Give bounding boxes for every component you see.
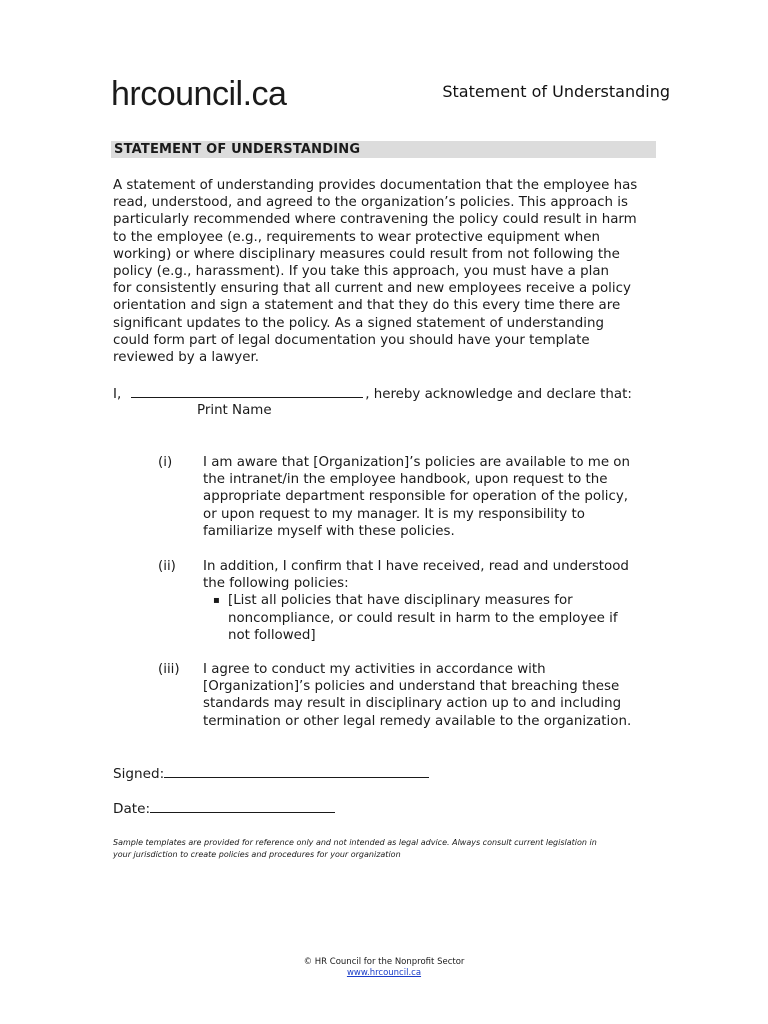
item-line: [Organization]’s policies and understand that breaching these <box>203 679 620 695</box>
signed-label: Signed: <box>113 766 165 782</box>
item-number: (iii) <box>158 662 180 677</box>
date-label: Date: <box>113 801 151 817</box>
print-name-field[interactable] <box>131 384 363 398</box>
item-line: I agree to conduct my activities in accordance with <box>203 662 546 677</box>
item-line: the intranet/in the employee handbook, upon request to the <box>203 472 608 488</box>
bullet-text <box>228 592 663 644</box>
intro-line: could form part of legal documentation you should have your template <box>113 332 590 348</box>
intro-line: policy (e.g., harassment). If you take this approach, you must have a plan <box>113 264 610 280</box>
item-number: (ii) <box>158 559 176 574</box>
intro-line: to the employee (e.g., requirements to wear protective equipment when <box>113 229 601 245</box>
item-line: appropriate department responsible for operation of the policy, <box>203 489 629 505</box>
item-line: or upon request to my manager. It is my responsibility to <box>203 506 585 522</box>
item-line: standards may result in disciplinary action up to and including <box>203 696 622 712</box>
intro-line: orientation and sign a statement and that they do this every time there are <box>113 298 621 314</box>
bullet-line: noncompliance, or could result in harm to the employee if <box>228 610 618 626</box>
item-line: I am aware that [Organization]’s policies are available to me on <box>203 455 630 470</box>
intro-line: particularly recommended where contravening the policy could result in harm <box>113 212 637 228</box>
intro-line: for consistently ensuring that all current and new employees receive a policy <box>113 281 631 297</box>
intro-line: A statement of understanding provides documentation that the employee has <box>113 178 638 193</box>
signature-field[interactable] <box>164 764 429 778</box>
disclaimer <box>113 837 673 861</box>
date-field[interactable] <box>150 799 335 813</box>
signed-row <box>113 764 429 783</box>
section-heading: STATEMENT OF UNDERSTANDING <box>114 142 361 157</box>
bullet-line: [List all policies that have disciplinary measures for <box>228 593 573 609</box>
item-line: termination or other legal remedy available to the organization. <box>203 713 632 729</box>
disclaimer-line: Sample templates are provided for reference only and not intended as legal advice. Always consult current legislation in <box>113 838 597 847</box>
intro-line: read, understood, and agreed to the organization’s policies. This approach is <box>113 195 628 211</box>
section-heading-bar <box>111 141 656 158</box>
policy-list-bullet <box>213 592 663 644</box>
ack-prefix: I, <box>113 387 122 402</box>
intro-line: working) or where disciplinary measures could result from not following the <box>113 246 620 262</box>
acknowledgement-line <box>113 384 632 403</box>
print-name-label: Print Name <box>197 403 272 418</box>
hrcouncil-logo: hrcouncil.ca <box>111 75 287 113</box>
intro-line: significant updates to the policy. As a signed statement of understanding <box>113 315 605 331</box>
bullet-line: not followed] <box>228 627 316 643</box>
disclaimer-line: your jurisdiction to create policies and procedures for your organization <box>113 850 401 859</box>
ack-suffix: , hereby acknowledge and declare that: <box>365 387 632 402</box>
document-title: Statement of Understanding <box>442 82 670 101</box>
item-line: the following policies: <box>203 576 349 592</box>
bullet-square-icon: ▪ <box>213 595 220 607</box>
intro-line: reviewed by a lawyer. <box>113 350 259 366</box>
item-line: In addition, I confirm that I have received, read and understood <box>203 559 629 574</box>
footer-website-link[interactable]: www.hrcouncil.ca <box>346 968 422 978</box>
item-body <box>203 558 663 644</box>
item-body <box>203 454 663 540</box>
footer-copyright: © HR Council for the Nonprofit Sector <box>303 957 465 967</box>
intro-paragraph <box>113 177 658 366</box>
item-line: familiarize myself with these policies. <box>203 523 455 539</box>
page-footer <box>0 957 768 979</box>
item-number: (i) <box>158 455 173 470</box>
item-body <box>203 661 663 730</box>
date-row <box>113 799 335 818</box>
